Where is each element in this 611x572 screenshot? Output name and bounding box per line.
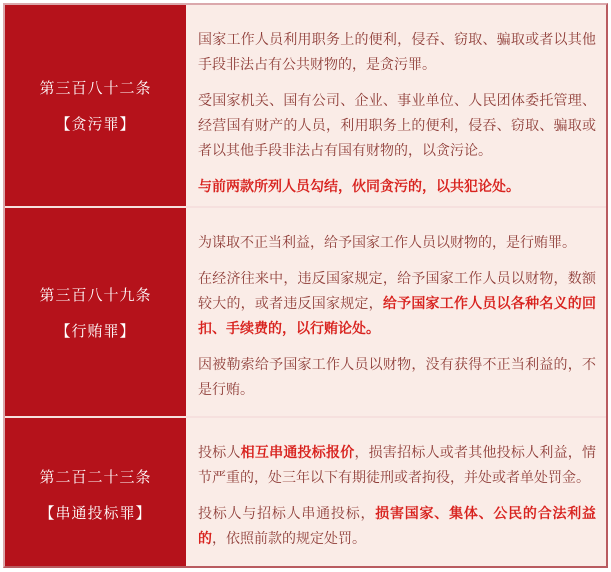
provision-text: 受国家机关、国有公司、企业、事业单位、人民团体委托管理、经营国有财产的人员，利用职务上的便利，侵吞、窃取、骗取或者以其他手段非法占有国有财物的，以贪污论。 <box>198 93 596 159</box>
provision-paragraph <box>198 441 596 491</box>
provision-cell <box>186 5 606 206</box>
article-number: 第二百二十三条 <box>39 468 152 486</box>
provision-text: 国家工作人员利用职务上的便利，侵吞、窃取、骗取或者以其他手段非法占有公共财物的，是贪污罪。 <box>198 32 596 73</box>
highlighted-provision-text: 与前两款所列人员勾结，伙同贪污的，以共犯论处。 <box>198 179 520 195</box>
provision-text: 投标人与招标人串通投标， <box>198 506 376 522</box>
crime-name: 【贪污罪】 <box>55 115 136 133</box>
crime-name: 【串通投标罪】 <box>39 504 152 522</box>
provision-text: ，依照前款的规定处罚。 <box>212 531 366 547</box>
provision-paragraph <box>198 175 596 200</box>
law-articles-table <box>3 3 608 568</box>
highlighted-provision-text: 相互串通投标报价 <box>240 445 355 461</box>
provision-paragraph <box>198 502 596 552</box>
highlighted-provision-text: 损害国家、集体、公民的合法利益的 <box>198 506 597 547</box>
provision-text: 因被勒索给予国家工作人员以财物，没有获得不正当利益的，不是行贿。 <box>198 357 596 398</box>
provision-paragraph <box>198 353 596 403</box>
article-number: 第三百八十二条 <box>39 79 152 97</box>
crime-name: 【行贿罪】 <box>55 321 136 340</box>
table-row <box>5 418 606 568</box>
provision-text: 为谋取不正当利益，给予国家工作人员以财物的，是行贿罪。 <box>198 235 576 251</box>
provision-cell <box>186 418 606 568</box>
article-cell <box>5 418 186 568</box>
highlighted-provision-text: 给予国家工作人员以各种名义的回扣、手续费的，以行贿论处。 <box>198 296 597 337</box>
article-number: 第三百八十九条 <box>39 285 152 304</box>
table-row <box>5 208 606 418</box>
provision-cell <box>186 208 606 416</box>
provision-paragraph <box>198 231 596 256</box>
article-cell <box>5 5 186 206</box>
provision-text: 在经济往来中，违反国家规定，给予国家工作人员以财物，数额较大的，或者违反国家规定， <box>198 271 596 312</box>
provision-text: 投标人 <box>198 445 241 461</box>
provision-paragraph <box>198 267 596 342</box>
provision-paragraph <box>198 89 596 164</box>
provision-text: ，损害招标人或者其他投标人利益，情节严重的，处三年以下有期徒刑或者拘役，并处或者单处罚金。 <box>198 445 597 486</box>
provision-paragraph <box>198 28 596 78</box>
article-cell <box>5 208 186 416</box>
table-row <box>5 5 606 208</box>
